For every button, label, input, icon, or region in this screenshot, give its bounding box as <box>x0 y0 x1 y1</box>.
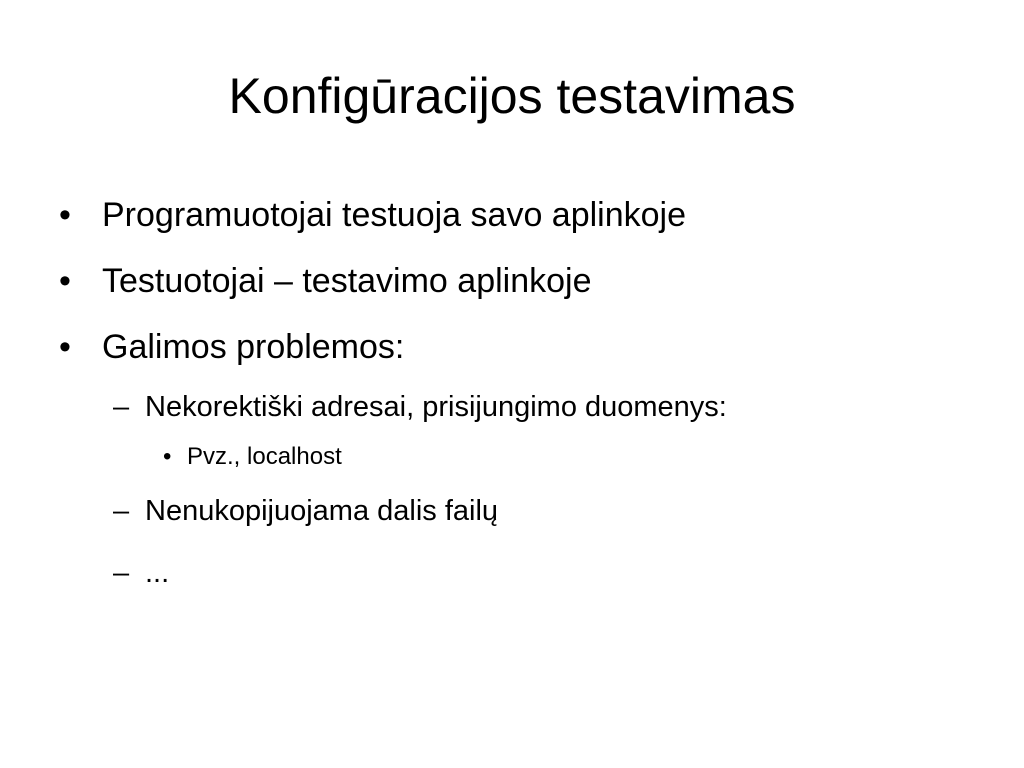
sub-sub-bullet-item <box>163 441 342 473</box>
sub-bullet-item <box>113 492 498 530</box>
bullet-marker: • <box>59 196 71 234</box>
sub-bullet-item <box>113 388 727 426</box>
slide-title: Konfigūracijos testavimas <box>228 68 796 124</box>
dash-marker: – <box>113 557 130 589</box>
dash-marker: – <box>113 495 130 527</box>
bullet-marker: • <box>59 262 71 300</box>
sub-bullet-text: ... <box>145 557 170 589</box>
bullet-item <box>55 259 592 303</box>
sub-bullet-text: Nekorektiški adresai, prisijungimo duomenys: <box>145 391 727 423</box>
bullet-item <box>55 325 404 369</box>
sub-sub-bullet-text: Pvz., localhost <box>187 443 342 470</box>
bullet-text: Galimos problemos: <box>102 328 405 366</box>
sub-bullet-item <box>113 554 169 592</box>
bullet-marker: • <box>59 328 71 366</box>
bullet-item <box>55 193 686 237</box>
dash-marker: – <box>113 391 130 423</box>
bullet-text: Programuotojai testuoja savo aplinkoje <box>102 196 687 234</box>
sub-bullet-text: Nenukopijuojama dalis failų <box>145 495 499 527</box>
bullet-marker: • <box>163 443 172 470</box>
bullet-text: Testuotojai – testavimo aplinkoje <box>102 262 592 300</box>
